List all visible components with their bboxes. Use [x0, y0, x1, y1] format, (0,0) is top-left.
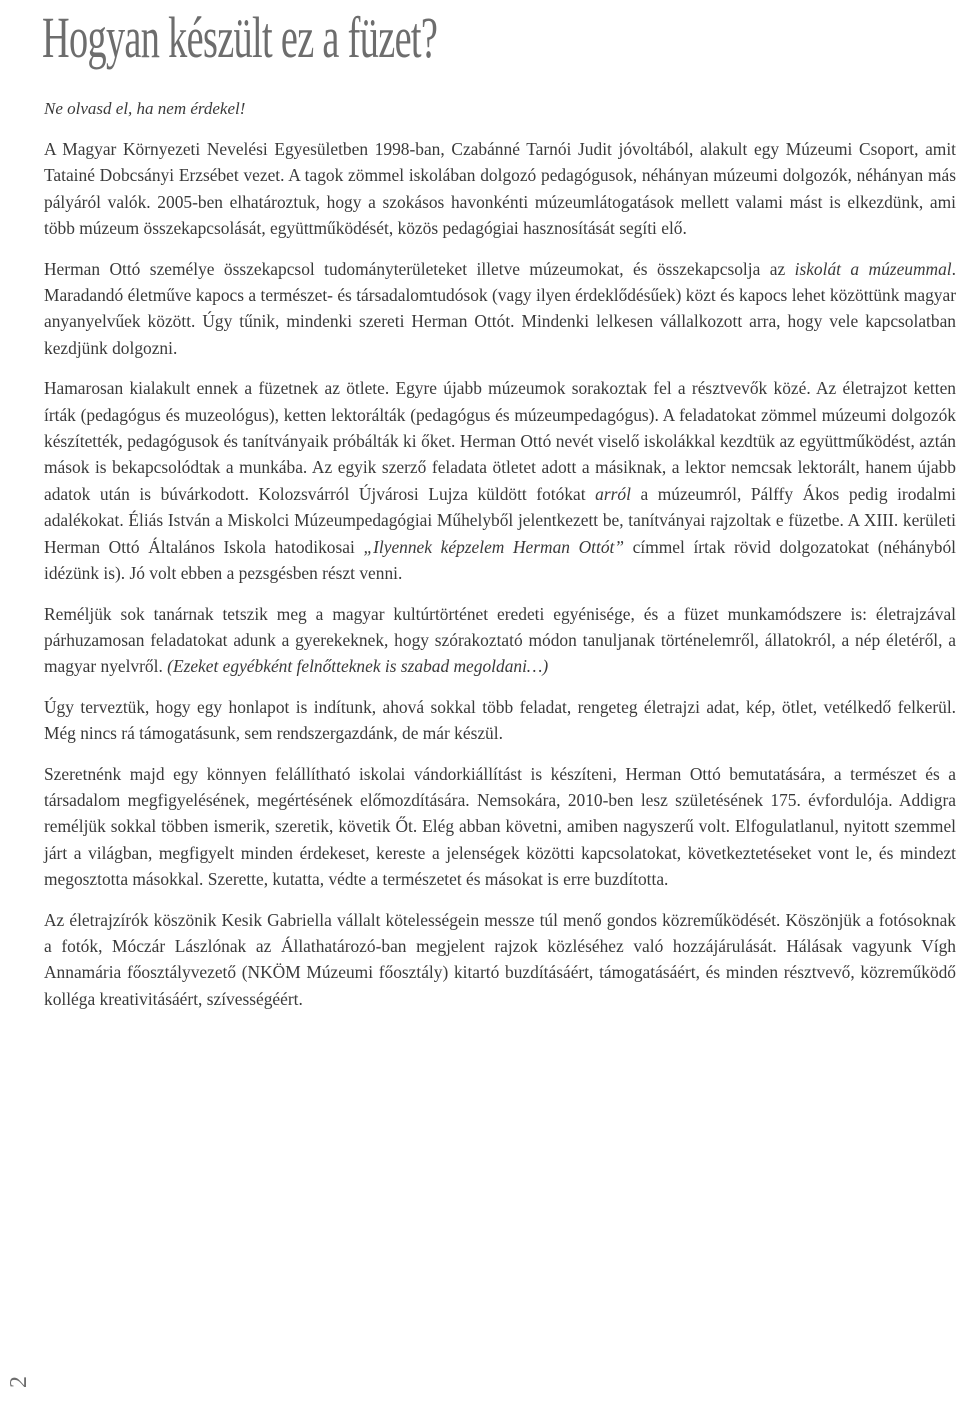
- paragraph-booklet-idea: [44, 375, 956, 586]
- page-title: Hogyan készült ez a füzet?: [42, 5, 438, 70]
- paragraph-text: Hamarosan kialakult ennek a füzetnek az ötlete. Egyre újabb múzeumok sorakoztak fel a résztvevők közé. Az életrajzot ketten írták (pedagógus és muzeológus), ketten lektorálták (pedagógus és múzeumpedagógus). A feladatokat zömmel múzeumi dolgozók készítették, pedagógusok és tanítványaik próbálták ki őket. Herman Ottó nevét viselő iskolákkal kezdtük az együttműködést, aztán mások is bekapcsolódtak a munkába. Az egyik szerző feladata ötletet adott a másiknak, a lektor nemcsak lektorált, hanem újabb adatok után is búvárkodott. Kolozsvárról Újvárosi Lujza küldött fotókat: [44, 378, 956, 504]
- emphasis-text: arról: [595, 483, 631, 504]
- paragraph-text: a múzeumról, Pálffy Ákos pedig irodalmi adalékokat. Éliás István a Miskolci Múzeumpedagógiai Műhelyből jelentkezett be, tanítványai rajzoltak e füzetbe. A XIII. kerületi Herman Ottó Általános Iskola hatodikosai: [44, 483, 956, 557]
- paragraph-text: Szeretnénk majd egy könnyen felállítható iskolai vándorkiállítást is készíteni, Herman Ottó bemutatására, a természet és a társadalom megfigyelésének, megértésének előmozdítására. Nemsokára, 2010-ben lesz születésének 175. évfordulója. Addigra reméljük sokkal többen ismerik, szeretik, követik Őt. Elég abban követni, amiben nagyszerű volt. Elfogulatlanul, nyitott szemmel járt a világban, megfigyelt minden érdekeset, kereste a jelenségek közötti kapcsolatokat, következtetéseket vont le, és mindezt megosztotta másokkal. Szerette, kutatta, védte a természetet és másokat is erre buzdította.: [44, 763, 956, 890]
- paragraph-acknowledgements: [44, 907, 956, 1013]
- paragraph-herman-otto: [44, 256, 956, 362]
- paragraph-text: A Magyar Környezeti Nevelési Egyesületben 1998-ban, Czabánné Tarnói Judit jóvoltából, alakult egy Múzeumi Csoport, amit Tatainé Dobcsányi Erzsébet vezet. A tagok zömmel iskolában dolgozó pedagógusok, néhányan múzeumi dolgozók, néhányan más pályáról valók. 2005-ben elhatároztuk, hogy a szokásos havonkénti múzeumlátogatások mellett valami mást is elkezdünk, ami több múzeum összekapcsolását, együttműködését, közös pedagógiai hasznosítását segíti elő.: [44, 139, 956, 239]
- paragraph-text: Herman Ottó személye összekapcsol tudományterületeket illetve múzeumokat, és összekapcsolja az: [44, 258, 795, 279]
- emphasis-text: iskolát a múzeummal: [794, 258, 952, 279]
- paragraph-text: Reméljük sok tanárnak tetszik meg a magyar kultúrtörténet eredeti egyénisége, és a füzet munkamódszere is: életrajzával párhuzamosan feladatokat adunk a gyerekeknek, hogy szórakoztató módon tanuljanak történelemről, állatokról, a nép életéről, a magyar nyelvről.: [44, 603, 956, 677]
- paragraph-teachers: [44, 601, 956, 680]
- emphasis-quote: „Ilyennek képzelem Herman Ottót”: [363, 536, 625, 557]
- subtitle: Ne olvasd el, ha nem érdekel!: [44, 99, 246, 118]
- paragraph-exhibition: [44, 761, 956, 893]
- page-number: 2: [6, 1376, 32, 1388]
- paragraph-text: . Maradandó életműve kapocs a természet- és társadalomtudósok (vagy ilyen érdeklődésűek) közt és kapocs lehet közöttünk magyar anyanyelvűek között. Úgy tűnik, mindenki szereti Herman Ottót. Mindenki lelkesen vállalkozott arra, hogy vele kapcsolatban kezdjünk dolgozni.: [44, 258, 956, 358]
- article-body: [44, 96, 956, 1026]
- paragraph-text: címmel írtak rövid dolgozatokat (néhányból idézünk is). Jó volt ebben a pezsgésben részt venni.: [44, 536, 957, 584]
- paragraph-website: [44, 694, 956, 747]
- paragraph-text: Úgy terveztük, hogy egy honlapot is indítunk, ahová sokkal több feladat, rengeteg életrajzi adat, kép, ötlet, vetélkedő felkerül. Még nincs rá támogatásunk, sem rendszergazdánk, de már készül.: [44, 696, 956, 744]
- emphasis-text: (Ezeket egyébként felnőtteknek is szabad megoldani…): [167, 656, 549, 677]
- paragraph-text: Az életrajzírók köszönik Kesik Gabriella vállalt kötelességein messze túl menő gondos közreműködését. Köszönjük a fotósoknak a fotók, Móczár Lászlónak az Állathatározó-ban megjelent rajzok közléséhez való hozzájárulását. Hálásak vagyunk Vígh Annamária főosztályvezető (NKÖM Múzeumi főosztály) kitartó buzdításáért, támogatásáért, és minden résztvevő, közreműködő kolléga kreativitásáért, szívességéért.: [44, 909, 956, 1009]
- paragraph-intro: [44, 136, 956, 242]
